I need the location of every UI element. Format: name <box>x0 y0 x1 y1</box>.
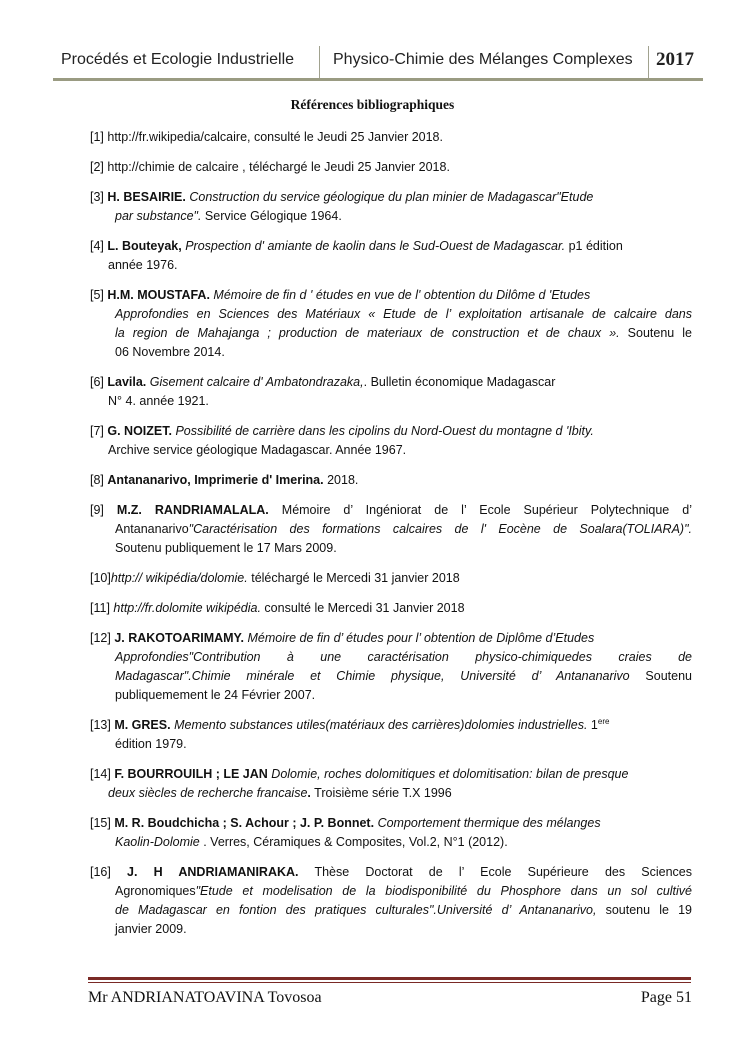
reference-line <box>90 158 692 177</box>
reference-text: Mémoire d’ Ingéniorat de l’ Ecole Supérieur Polytechnique d’ <box>268 503 692 517</box>
reference-text: [5] <box>90 288 108 302</box>
reference-text: Approfondies"Contribution à une caractérisation physico-chimiquedes craies de <box>115 650 692 664</box>
reference-line <box>90 520 692 539</box>
reference-item <box>90 237 692 275</box>
reference-item <box>90 569 692 588</box>
header-divider <box>319 46 320 78</box>
reference-line <box>90 286 692 305</box>
reference-item <box>90 716 692 754</box>
reference-text: [11] <box>90 601 114 615</box>
reference-line <box>90 569 692 588</box>
header-course-title: Procédés et Ecologie Industrielle <box>61 51 295 68</box>
reference-text: Madagascar".Chimie minérale et Chimie physique, Université d’ Antananarivo <box>115 669 630 683</box>
header-subject-title: Physico-Chimie des Mélanges Complexes <box>333 51 633 68</box>
reference-line <box>90 422 692 441</box>
reference-text: [7] <box>90 424 108 438</box>
reference-item <box>90 471 692 490</box>
reference-text: [3] <box>90 190 108 204</box>
reference-line <box>90 901 692 920</box>
reference-text: "Caractérisation des formations calcaires de l' Eocène de Soalara(TOLIARA)". <box>188 522 692 536</box>
reference-text: [16] <box>90 865 128 879</box>
reference-line <box>90 392 692 411</box>
reference-text: Archive service géologique Madagascar. Année 1967. <box>108 443 407 457</box>
reference-text: . Bulletin économique Madagascar <box>363 375 556 389</box>
reference-text: ere <box>597 716 610 726</box>
header-rule <box>53 78 703 81</box>
reference-text: Troisième série T.X 1996 <box>310 786 452 800</box>
reference-text: Mémoire de fin d’ études pour l’ obtention de Diplôme d’Etudes <box>247 631 595 645</box>
reference-text: [4] <box>90 239 108 253</box>
reference-text: M.Z. RANDRIAMALALA. <box>116 503 269 517</box>
reference-text: Service Gélogique 1964. <box>201 209 342 223</box>
reference-item <box>90 814 692 852</box>
page-header <box>53 46 703 78</box>
reference-line <box>90 833 692 852</box>
reference-item <box>90 863 692 939</box>
reference-item <box>90 188 692 226</box>
reference-text: Construction du service géologique du plan minier de Madagascar"Etude <box>189 190 594 204</box>
reference-line <box>90 324 692 343</box>
reference-line <box>90 765 692 784</box>
header-year: 2017 <box>656 49 694 70</box>
reference-text: Mémoire de fin d ' études en vue de l' obtention du Dilôme d 'Etudes <box>213 288 591 302</box>
footer-author: Mr ANDRIANATOAVINA Tovosoa <box>88 989 322 1006</box>
reference-text: téléchargé le Mercedi 31 janvier 2018 <box>247 571 460 585</box>
reference-line <box>90 441 692 460</box>
reference-text: L. Bouteyak, <box>107 239 182 253</box>
reference-text: soutenu le 19 <box>596 903 692 917</box>
reference-text: J. RAKOTOARIMAMY. <box>114 631 244 645</box>
reference-text: 1 <box>587 718 598 732</box>
reference-text: publiquemement le 24 Février 2007. <box>115 688 316 702</box>
reference-line <box>90 207 692 226</box>
reference-line <box>90 373 692 392</box>
reference-text: [9] <box>90 503 117 517</box>
reference-text: 06 Novembre 2014. <box>115 345 225 359</box>
reference-text: [13] <box>90 718 115 732</box>
reference-text: deux siècles de recherche francaise <box>108 786 308 800</box>
reference-line <box>90 686 692 705</box>
reference-text: Lavila. <box>107 375 147 389</box>
reference-text: [12] <box>90 631 115 645</box>
reference-text: Thèse Doctorat de l’ Ecole Supérieure des Sciences <box>298 865 692 879</box>
reference-line <box>90 863 692 882</box>
reference-text: Soutenu <box>629 669 692 683</box>
reference-text: Agronomiques <box>115 884 196 898</box>
reference-text: [15] <box>90 816 115 830</box>
reference-line <box>90 667 692 686</box>
reference-line <box>90 128 692 147</box>
reference-line <box>90 814 692 833</box>
reference-text: janvier 2009. <box>115 922 187 936</box>
reference-text: "Etude et modelisation de la biodisponibilité du Phosphore dans un sol cultivé <box>195 884 692 898</box>
reference-line <box>90 501 692 520</box>
reference-text: Memento substances utiles(matériaux des carrières)dolomies industrielles. <box>174 718 588 732</box>
reference-item <box>90 286 692 362</box>
reference-text: Approfondies en Sciences des Matériaux « Etude de l’ exploitation artisanale de calcaire dans <box>115 307 692 321</box>
reference-line <box>90 599 692 618</box>
reference-text: année 1976. <box>108 258 178 272</box>
reference-text: Soutenu publiquement le 17 Mars 2009. <box>115 541 337 555</box>
reference-text: [8] <box>90 473 108 487</box>
reference-line <box>90 629 692 648</box>
reference-item <box>90 599 692 618</box>
reference-line <box>90 920 692 939</box>
reference-line <box>90 343 692 362</box>
reference-text: par substance". <box>115 209 202 223</box>
reference-text: M. GRES. <box>114 718 171 732</box>
reference-text: Possibilité de carrière dans les cipolins du Nord-Ouest du montagne d 'Ibity. <box>175 424 594 438</box>
reference-text: . Verres, Céramiques & Composites, Vol.2, N°1 (2012). <box>199 835 508 849</box>
reference-text: consulté le Mercedi 31 Janvier 2018 <box>260 601 465 615</box>
page-number: Page 51 <box>640 989 692 1006</box>
reference-text: F. BOURROUILH ; LE JAN <box>114 767 268 781</box>
reference-text: [1] http://fr.wikipedia/calcaire, consulté le Jeudi 25 Janvier 2018. <box>90 130 443 144</box>
reference-text: [6] <box>90 375 108 389</box>
reference-text: p1 édition <box>565 239 623 253</box>
reference-line <box>90 735 692 754</box>
reference-text: la region de Mahajanga ; production de materiaux de construction et de chaux ». <box>115 326 620 340</box>
reference-item <box>90 373 692 411</box>
reference-line <box>90 471 692 490</box>
footer-rule <box>88 977 691 980</box>
reference-text: [2] http://chimie de calcaire , téléchargé le Jeudi 25 Janvier 2018. <box>90 160 450 174</box>
reference-text: Prospection d' amiante de kaolin dans le Sud-Ouest de Madagascar. <box>185 239 566 253</box>
reference-line <box>90 784 692 803</box>
reference-text: Soutenu le <box>619 326 692 340</box>
footer-rule-thin <box>88 982 691 983</box>
reference-text: Dolomie, roches dolomitiques et dolomitisation: bilan de presque <box>271 767 629 781</box>
reference-text: Gisement calcaire d' Ambatondrazaka, <box>149 375 364 389</box>
reference-item <box>90 765 692 803</box>
reference-line <box>90 188 692 207</box>
reference-text: H.M. MOUSTAFA. <box>107 288 210 302</box>
reference-text: . <box>307 786 311 800</box>
reference-text: M. R. Boudchicha ; S. Achour ; J. P. Bonnet. <box>114 816 375 830</box>
reference-text: de Madagascar en fontion des pratiques culturales".Université d’ Antananarivo, <box>115 903 597 917</box>
reference-text: http:// wikipédia/dolomie. <box>110 571 248 585</box>
reference-line <box>90 882 692 901</box>
reference-list <box>90 128 692 950</box>
reference-line <box>90 716 692 735</box>
reference-item <box>90 422 692 460</box>
header-divider <box>648 46 649 78</box>
reference-text: [14] <box>90 767 115 781</box>
reference-line <box>90 305 692 324</box>
reference-text: J. H ANDRIAMANIRAKA. <box>127 865 299 879</box>
reference-line <box>90 648 692 667</box>
reference-line <box>90 237 692 256</box>
reference-text: 2018. <box>323 473 359 487</box>
reference-line <box>90 256 692 275</box>
reference-text: G. NOIZET. <box>107 424 172 438</box>
reference-text: Antananarivo <box>115 522 189 536</box>
reference-text: édition 1979. <box>115 737 187 751</box>
reference-item <box>90 128 692 147</box>
reference-text: Comportement thermique des mélanges <box>377 816 601 830</box>
reference-line <box>90 539 692 558</box>
reference-text: Antananarivo, Imprimerie d' Imerina. <box>107 473 324 487</box>
reference-text: H. BESAIRIE. <box>107 190 186 204</box>
reference-text: N° 4. année 1921. <box>108 394 209 408</box>
reference-item <box>90 501 692 558</box>
reference-text: [10] <box>90 571 111 585</box>
reference-item <box>90 629 692 705</box>
reference-text: Kaolin-Dolomie <box>115 835 200 849</box>
reference-item <box>90 158 692 177</box>
page-title: Références bibliographiques <box>290 97 455 112</box>
reference-text: http://fr.dolomite wikipédia. <box>113 601 261 615</box>
